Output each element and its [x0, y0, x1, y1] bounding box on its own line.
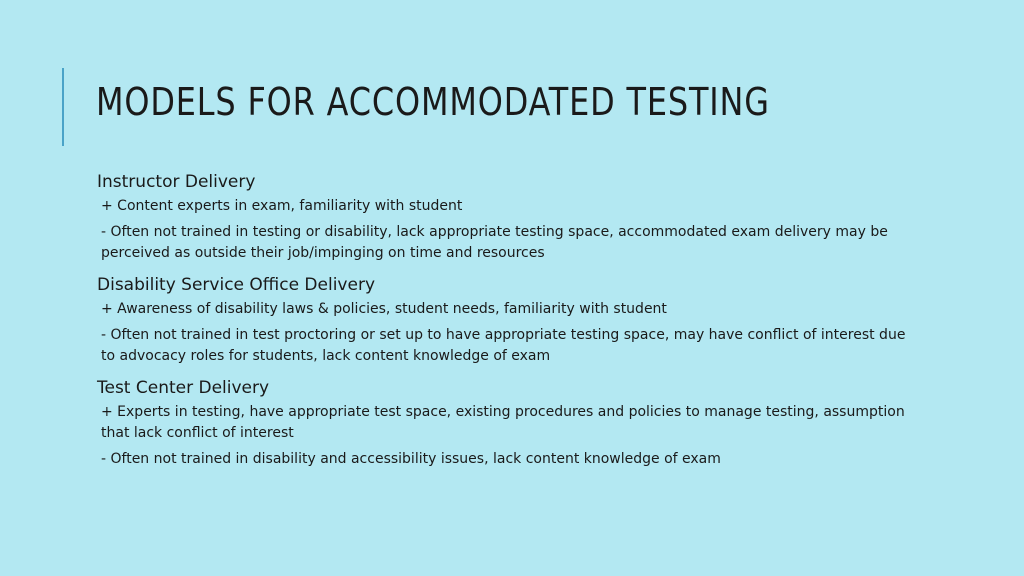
- pro-point: + Experts in testing, have appropriate test space, existing procedures and policies to manage testing, assumption that lack conflict of interest: [101, 404, 905, 441]
- section-test-center-delivery: [97, 376, 917, 470]
- title-accent-bar: [62, 68, 64, 146]
- con-point: - Often not trained in test proctoring or set up to have appropriate testing space, may have conflict of interest due to advocacy roles for students, lack content knowledge of exam: [101, 327, 906, 364]
- section-heading: Disability Service Office Delivery: [97, 275, 376, 295]
- section-instructor-delivery: [97, 170, 917, 264]
- pro-point: + Content experts in exam, familiarity with student: [101, 198, 463, 214]
- con-point: - Often not trained in disability and accessibility issues, lack content knowledge of exam: [101, 451, 721, 467]
- pro-point: + Awareness of disability laws & policies, student needs, familiarity with student: [101, 301, 667, 317]
- section-heading: Instructor Delivery: [97, 172, 256, 192]
- con-point: - Often not trained in testing or disability, lack appropriate testing space, accommodated exam delivery may be perceived as outside their job/impinging on time and resources: [101, 224, 888, 261]
- slide-title: MODELS FOR ACCOMMODATED TESTING: [96, 80, 770, 124]
- slide-content: [97, 170, 917, 479]
- section-disability-service-office-delivery: [97, 273, 917, 367]
- section-heading: Test Center Delivery: [97, 378, 270, 398]
